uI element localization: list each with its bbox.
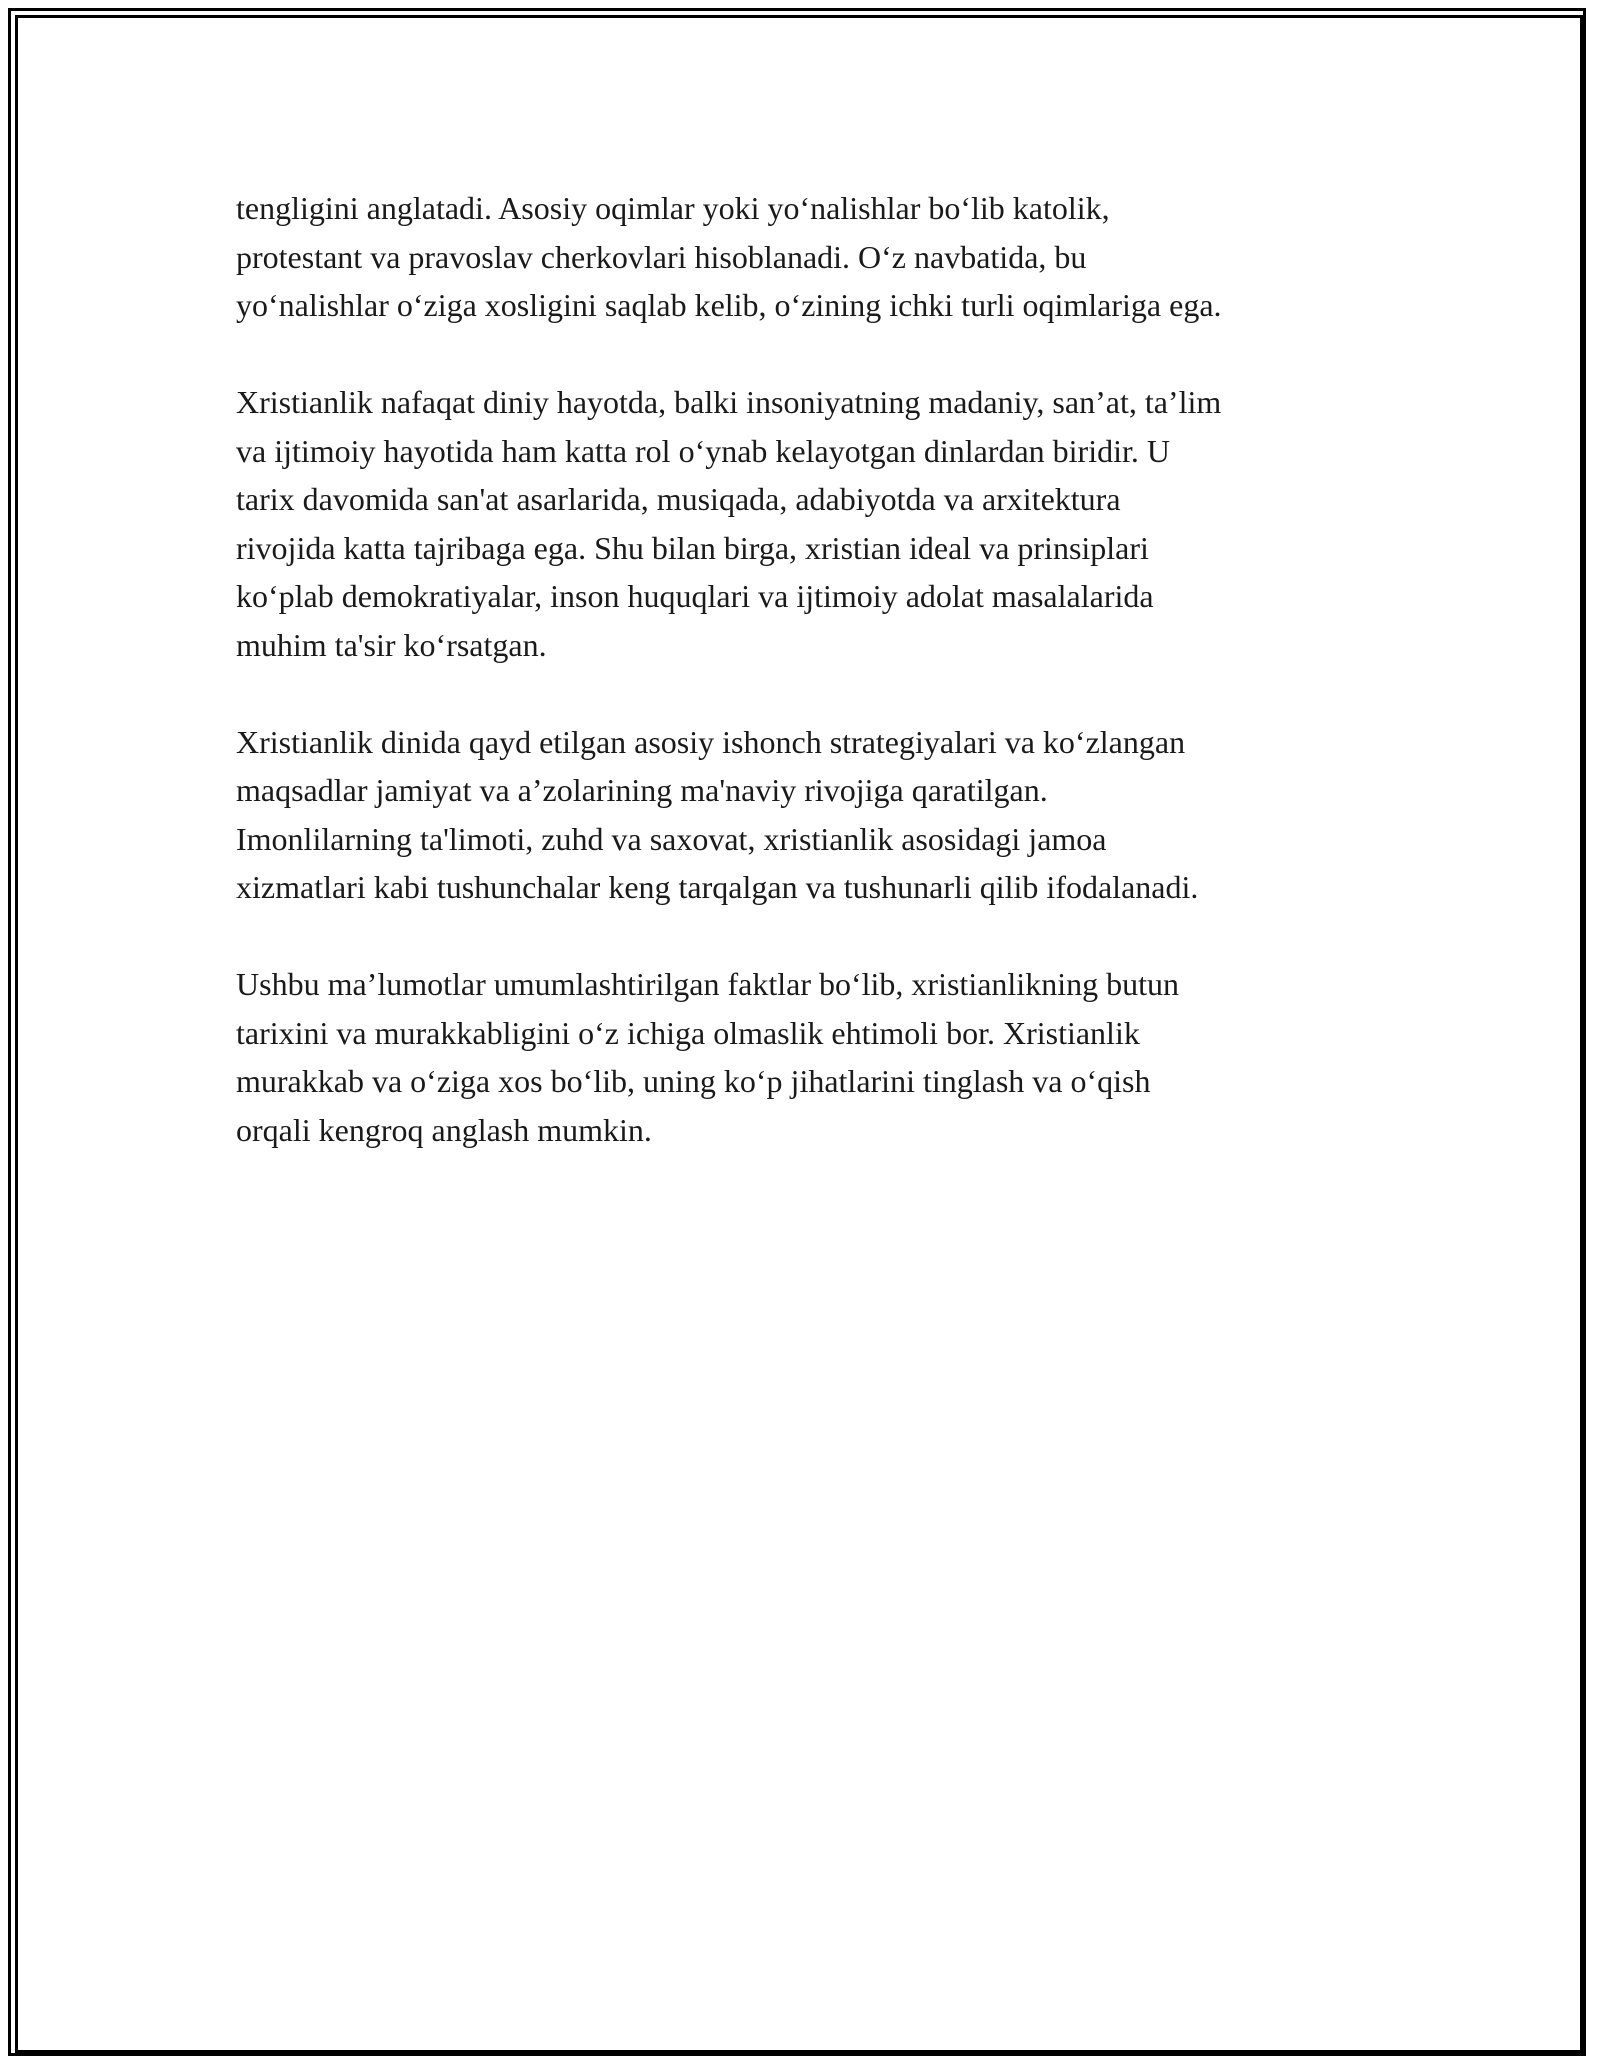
- text-line: tarixini va murakkabligini o‘z ichiga olmaslik ehtimoli bor. Xristianlik: [236, 1014, 1140, 1051]
- text-line: rivojida katta tajribaga ega. Shu bilan birga, xristian ideal va prinsiplari: [236, 529, 1149, 566]
- text-line: Xristianlik dinida qayd etilgan asosiy ishonch strategiyalari va ko‘zlangan: [236, 723, 1186, 760]
- text-line: maqsadlar jamiyat va a’zolarining ma'naviy rivojiga qaratilgan.: [236, 772, 1048, 808]
- text-line: yo‘nalishlar o‘ziga xosligini saqlab kelib, o‘zining ichki turli oqimlariga ega.: [236, 287, 1222, 323]
- text-line: muhim ta'sir ko‘rsatgan.: [236, 626, 547, 663]
- paragraph-3: [236, 718, 1376, 912]
- text-line: protestant va pravoslav cherkovlari hisoblanadi. O‘z navbatida, bu: [236, 238, 1087, 275]
- paragraph-1: [236, 184, 1376, 330]
- text-line: ko‘plab demokratiyalar, inson huquqlari va ijtimoiy adolat masalalarida: [236, 578, 1154, 614]
- document-body: [236, 184, 1376, 1203]
- text-line: Xristianlik nafaqat diniy hayotda, balki insoniyatning madaniy, san’at, ta’lim: [236, 384, 1222, 420]
- paragraph-2: [236, 378, 1376, 669]
- text-line: tarix davomida san'at asarlarida, musiqada, adabiyotda va arxitektura: [236, 481, 1121, 517]
- text-line: tengligini anglatadi. Asosiy oqimlar yoki yo‘nalishlar bo‘lib katolik,: [236, 190, 1110, 226]
- text-line: murakkab va o‘ziga xos bo‘lib, uning ko‘p jihatlarini tinglash va o‘qish: [236, 1063, 1151, 1099]
- text-line: Ushbu ma’lumotlar umumlashtirilgan faktlar bo‘lib, xristianlikning butun: [236, 966, 1179, 1002]
- text-line: va ijtimoiy hayotida ham katta rol o‘ynab kelayotgan dinlardan biridir. U: [236, 432, 1170, 469]
- text-line: Imonlilarning ta'limoti, zuhd va saxovat, xristianlik asosidagi jamoa: [236, 820, 1107, 857]
- paragraph-4: [236, 960, 1376, 1154]
- text-line: xizmatlari kabi tushunchalar keng tarqalgan va tushunarli qilib ifodalanadi.: [236, 869, 1199, 905]
- text-line: orqali kengroq anglash mumkin.: [236, 1111, 652, 1148]
